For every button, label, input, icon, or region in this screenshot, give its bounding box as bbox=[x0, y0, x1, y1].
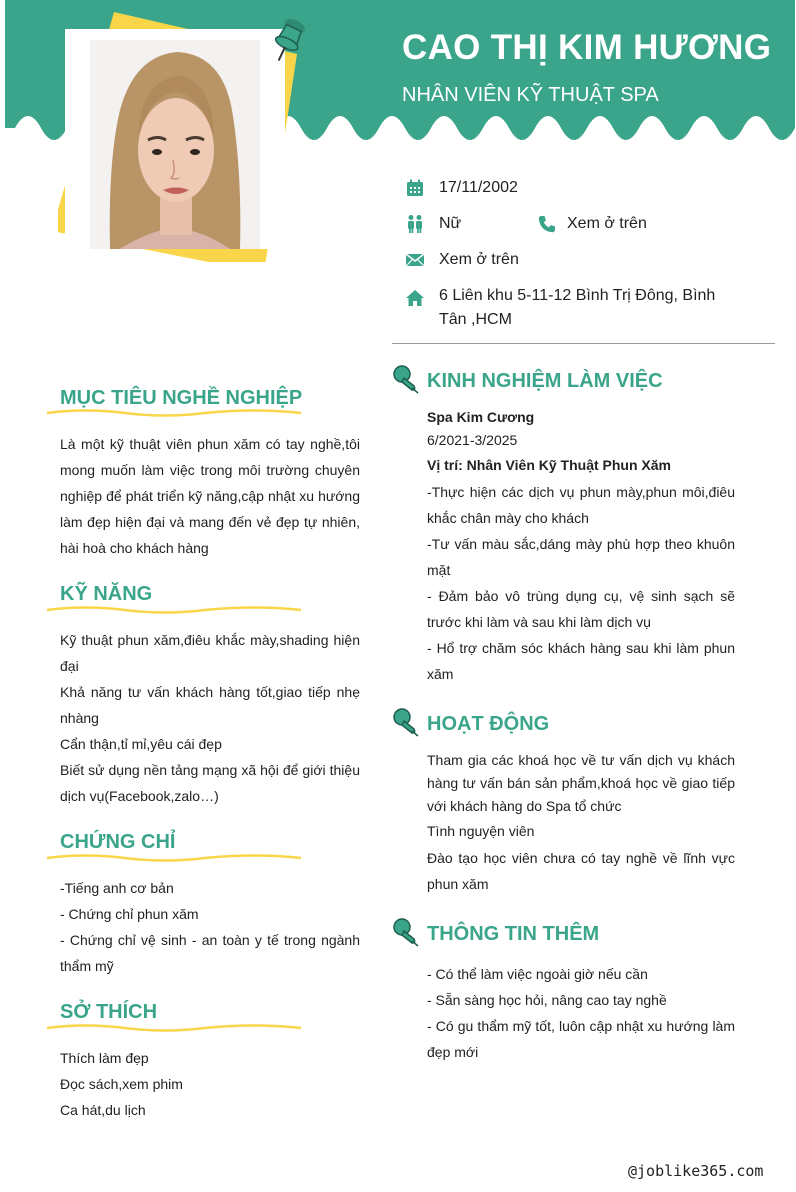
extra-info-title: THÔNG TIN THÊM bbox=[427, 923, 600, 945]
phone-value: Xem ở trên bbox=[567, 215, 647, 232]
list-item: -Thực hiện các dịch vụ phun mày,phun môi,điêu khắc chân mày cho khách bbox=[427, 484, 735, 526]
hobbies-title: SỞ THÍCH bbox=[60, 1001, 158, 1023]
list-item: Biết sử dụng nền tảng mạng xã hội để giới thiệu dịch vụ(Facebook,zalo…) bbox=[60, 762, 360, 804]
list-item: Ca hát,du lịch bbox=[60, 1102, 146, 1118]
skills-list bbox=[60, 627, 360, 809]
list-item: - Chứng chỉ phun xăm bbox=[60, 906, 199, 922]
gender-value: Nữ bbox=[439, 215, 462, 232]
candidate-name: CAO THỊ KIM HƯƠNG bbox=[402, 28, 772, 67]
list-item: Kỹ thuật phun xăm,điêu khắc mày,shading hiện đại bbox=[60, 632, 360, 674]
list-item: Tham gia các khoá học về tư vấn dịch vụ khách hàng tư vấn bán sản phẩm,khoá học về giao tiếp với khách hàng do Spa tổ chức bbox=[427, 752, 735, 814]
contact-address bbox=[405, 284, 745, 332]
objective-text bbox=[60, 431, 360, 561]
pushpin-icon bbox=[392, 917, 420, 947]
list-item: Cẩn thận,tỉ mỉ,yêu cái đẹp bbox=[60, 736, 222, 752]
list-item: - Hổ trợ chăm sóc khách hàng sau khi làm phun xăm bbox=[427, 640, 735, 682]
pushpin-icon bbox=[392, 364, 420, 394]
divider bbox=[392, 343, 775, 344]
list-item: -Tiếng anh cơ bản bbox=[60, 880, 174, 896]
email-value: Xem ở trên bbox=[439, 251, 519, 268]
watermark: @joblike365.com bbox=[628, 1162, 764, 1180]
gender-icon bbox=[405, 214, 425, 234]
section-underline bbox=[45, 851, 303, 865]
contact-email bbox=[405, 248, 519, 272]
list-item: - Chứng chỉ vệ sinh - an toàn y tế trong ngành thẩm mỹ bbox=[60, 932, 360, 974]
pushpin-icon bbox=[392, 707, 420, 737]
calendar-icon bbox=[405, 178, 425, 198]
home-icon bbox=[405, 288, 425, 308]
experience-header bbox=[427, 406, 735, 479]
extra-info-list bbox=[427, 961, 735, 1065]
certificates-title: CHỨNG CHỈ bbox=[60, 831, 176, 853]
list-item: Tình nguyện viên bbox=[427, 823, 535, 839]
address-value: 6 Liên khu 5-11-12 Bình Trị Đông, Bình Tân ,HCM bbox=[439, 287, 716, 328]
contact-phone bbox=[537, 212, 647, 236]
experience-title: KINH NGHIỆM LÀM VIỆC bbox=[427, 370, 663, 392]
job-title: NHÂN VIÊN KỸ THUẬT SPA bbox=[402, 84, 659, 106]
list-item: Đọc sách,xem phim bbox=[60, 1076, 183, 1092]
activities-title: HOẠT ĐỘNG bbox=[427, 713, 550, 735]
list-item: -Tư vấn màu sắc,dáng mày phù hợp theo khuôn mặt bbox=[427, 536, 735, 578]
contact-gender bbox=[405, 212, 461, 236]
list-item: - Có thể làm việc ngoài giờ nếu cần bbox=[427, 966, 648, 982]
certificates-list bbox=[60, 875, 360, 979]
section-underline bbox=[45, 603, 303, 617]
work-position: Vị trí: Nhân Viên Kỹ Thuật Phun Xăm bbox=[427, 457, 671, 473]
activities-list bbox=[427, 749, 735, 897]
section-underline bbox=[45, 1021, 303, 1035]
objective-title: MỤC TIÊU NGHỀ NGHIỆP bbox=[60, 387, 303, 409]
list-item: Đào tạo học viên chưa có tay nghề về lĩnh vực phun xăm bbox=[427, 850, 735, 892]
experience-duties bbox=[427, 479, 735, 687]
phone-icon bbox=[537, 214, 557, 234]
section-underline bbox=[45, 406, 303, 420]
list-item: Khả năng tư vấn khách hàng tốt,giao tiếp nhẹ nhàng bbox=[60, 684, 360, 726]
email-icon bbox=[405, 250, 425, 270]
birthday-value: 17/11/2002 bbox=[439, 179, 518, 196]
contact-birthday bbox=[405, 176, 518, 200]
pushpin-icon bbox=[265, 14, 309, 62]
work-period: 6/2021-3/2025 bbox=[427, 432, 518, 448]
list-item: - Có gu thẩm mỹ tốt, luôn cập nhật xu hướng làm đẹp mới bbox=[427, 1018, 735, 1060]
hobbies-list bbox=[60, 1045, 360, 1123]
profile-photo bbox=[90, 40, 260, 249]
list-item: Thích làm đẹp bbox=[60, 1050, 149, 1066]
objective-paragraph: Là một kỹ thuật viên phun xăm có tay nghề,tôi mong muốn làm việc trong môi trường chuyên nghiệp để phát triển kỹ năng,cập nhật xu hướng làm đẹp hiện đại và mang đến vẻ đẹp tự nhiên, hài hoà cho khách hàng bbox=[60, 436, 360, 556]
skills-title: KỸ NĂNG bbox=[60, 583, 153, 605]
list-item: - Sẵn sàng học hỏi, nâng cao tay nghề bbox=[427, 992, 667, 1008]
company-name: Spa Kim Cương bbox=[427, 409, 535, 425]
list-item: - Đảm bảo vô trùng dụng cụ, vệ sinh sạch sẽ trước khi làm và sau khi làm dịch vụ bbox=[427, 588, 735, 630]
